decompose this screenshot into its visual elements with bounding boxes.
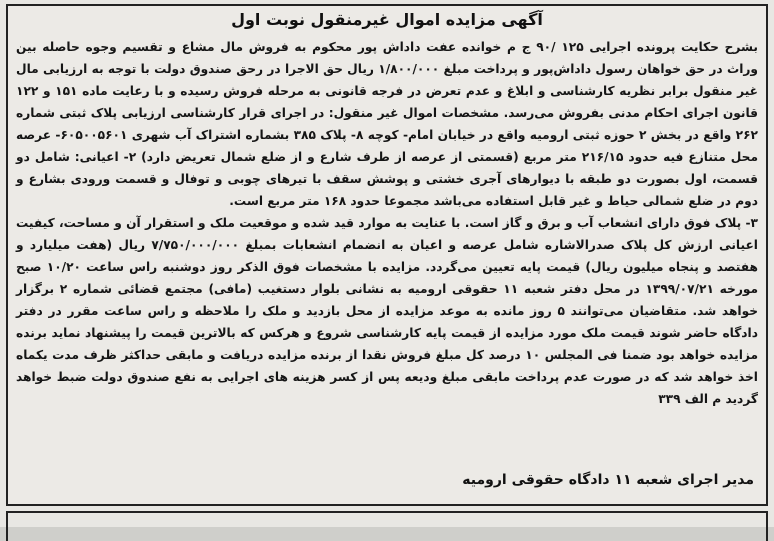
notice-signature: مدیر اجرای شعبه ۱۱ دادگاه حقوقی ارومیه (462, 472, 754, 488)
notice-body (16, 36, 758, 410)
next-notice-border (6, 511, 768, 541)
auction-notice (6, 4, 768, 506)
notice-paragraph-2: ۳- پلاک فوق دارای انشعاب آب و برق و گاز است. با عنایت به موارد قید شده و موقعیت ملک و استقرار آن و مساحت، کیفیت اعیانی ارزش کل پلاک صدرالاشاره شامل عرصه و اعیان به انضمام انشعابات بمبلغ ۷/۷۵۰/۰۰۰/۰۰۰ ریال (هفت میلیارد و هفتصد و پنجاه میلیون ریال) قیمت پایه تعیین می‌گردد. مزایده با مشخصات فوق الذکر روز دوشنبه راس ساعت ۱۰/۲۰ صبح مورخه ۱۳۹۹/۰۷/۲۱ در محل دفتر شعبه ۱۱ حقوقی ارومیه به نشانی بلوار دستغیب (مافی) مجتمع قضائی شماره ۲ برگزار خواهد شد. متقاضیان می‌توانند ۵ روز مانده به موعد مزایده از محل بازدید و ملک را ملاحظه و راس ساعت مقرر در دفتر دادگاه حاضر شوند قیمت ملک مورد مزایده از قیمت پایه کارشناسی شروع و هرکس که بالاترین قیمت را پیشنهاد نماید برنده مزایده خواهد بود ضمنا فی المجلس ۱۰ درصد کل مبلغ فروش نقدا از برنده مزایده دریافت و مابقی حداکثر ظرف مدت یکماه اخذ خواهد شد که در صورت عدم پرداخت مابقی مبلغ ودیعه پس از کسر هزینه های اجرایی به نفع صندوق دولت ضبط خواهد گردید م الف ۳۳۹ (16, 216, 759, 406)
notice-paragraph-1: بشرح حکایت پرونده اجرایی ۱۲۵ /۹۰ ج م خوانده عفت داداش پور محکوم به فروش مال مشاع و تقسیم وجوه حاصله بین وراث در حق خواهان رسول داداش‌پور و پرداخت مبلغ ۱/۸۰۰/۰۰۰ ریال حق الاجرا در رحق صندوق دولت با توجه به ارزیابی مال غیر منقول برابر نظریه کارشناسی و ابلاغ و عدم تعرض در فرجه قانونی به مرحله فروش رسیده و با رعایت ماده ۱۵۱ و ۱۲۲ قانون اجرای احکام مدنی بفروش می‌رسد. مشخصات اموال غیر منقول: در اجرای قرار کارشناسی ارزیابی پلاک ثبتی شماره ۲۶۲ واقع در بخش ۲ حوزه ثبتی ارومیه واقع در خیابان امام- کوچه ۸- پلاک ۳۸۵ بشماره اشتراک آب شهری ۶۰۵۰۰۵۶۰۱- عرصه محل متنازع فیه حدود ۲۱۶/۱۵ متر مربع (قسمتی از عرصه از طرف شارع و از ضلع شمال تعریض دارد) ۲- اعیانی: شامل دو قسمت، اول بصورت دو طبقه با دیوارهای آجری خشتی و پوشش سقف با تیرهای چوبی و توفال و قسمت ورودی بشارع و دوم در ضلع شمالی حیاط و غیر قابل استفاده می‌باشد مجموعا حدود ۱۶۸ متر مربع است. (16, 40, 759, 208)
notice-title: آگهی مزایده اموال غیرمنقول نوبت اول (231, 10, 543, 29)
